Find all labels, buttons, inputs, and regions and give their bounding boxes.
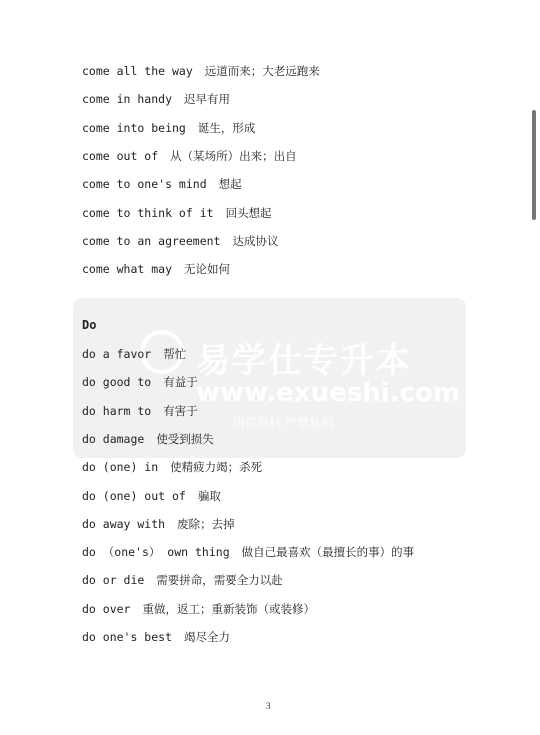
phrase-chinese: 诞生，形成: [197, 120, 256, 135]
phrase-entry: [82, 233, 278, 249]
phrase-chinese: 帮忙: [163, 347, 187, 361]
phrase-chinese: 废除；去掉: [177, 516, 235, 531]
phrase-chinese: 想起: [218, 177, 242, 192]
phrase-entry: [82, 261, 230, 277]
section-heading: Do: [82, 318, 97, 332]
phrase-english: do one's best: [82, 630, 173, 644]
phrase-chinese: 达成协议: [232, 233, 279, 248]
phrase-english: do away with: [82, 516, 166, 531]
phrase-english: do a favor: [82, 347, 152, 361]
phrase-chinese: 回头想起: [225, 205, 272, 220]
phrase-english: come to an agreement: [82, 233, 221, 248]
phrase-english: do (one) in: [82, 460, 159, 475]
phrase-chinese: 无论如何: [184, 262, 231, 277]
phrase-entry: [82, 148, 297, 164]
phrase-chinese: 有害于: [163, 403, 198, 418]
phrase-entry: [82, 120, 255, 136]
phrase-entry: [82, 488, 221, 504]
phrase-english: do （one's） own thing: [82, 545, 230, 560]
phrase-english: come what may: [82, 262, 173, 277]
phrase-english: do harm to: [82, 403, 152, 418]
phrase-chinese: 有益于: [163, 375, 198, 390]
phrase-entry: [82, 176, 242, 192]
phrase-english: come to think of it: [82, 205, 214, 220]
phrase-entry: [82, 629, 230, 645]
phrase-english: do (one) out of: [82, 488, 186, 503]
phrase-chinese: 迟早有用: [184, 92, 231, 107]
phrase-english: do damage: [82, 431, 145, 446]
phrase-english: do or die: [82, 573, 145, 588]
phrase-chinese: 做自己最喜欢（最擅长的事）的事: [241, 545, 415, 560]
phrase-entry: [82, 544, 414, 560]
phrase-entry: [82, 403, 198, 419]
phrase-chinese: 需要拼命，需要全力以赴: [156, 573, 283, 588]
watermark-title: 易学仕专升本: [196, 341, 412, 381]
scrollbar[interactable]: [532, 110, 536, 220]
phrase-chinese: 重做，返工；重新装饰（或装修）: [142, 601, 315, 616]
page-number: 3: [266, 701, 271, 711]
phrase-entry: [82, 601, 315, 617]
phrase-chinese: 竭尽全力: [184, 630, 231, 644]
phrase-entry: [82, 459, 262, 475]
watermark-note: 内部资料 严禁复制: [233, 416, 333, 430]
phrase-chinese: 使精疲力竭；杀死: [170, 460, 263, 475]
phrase-english: do over: [82, 601, 131, 616]
phrase-english: come all the way: [82, 64, 193, 78]
phrase-chinese: 骗取: [197, 488, 221, 503]
phrase-entry: [82, 346, 186, 362]
phrase-chinese: 使受到损失: [156, 431, 214, 446]
phrase-english: do good to: [82, 375, 152, 390]
phrase-entry: [82, 205, 272, 221]
phrase-chinese: 远道而来；大老远跑来: [204, 64, 320, 78]
phrase-entry: [82, 374, 198, 390]
phrase-entry: [82, 516, 235, 532]
watermark-url: www.exueshi.com: [196, 378, 460, 408]
phrase-entry: [82, 431, 214, 447]
phrase-entry: [82, 572, 283, 588]
phrase-english: come into being: [82, 120, 186, 135]
phrase-chinese: 从（某场所）出来；出自: [170, 148, 297, 163]
phrase-entry: [82, 63, 320, 79]
phrase-english: come out of: [82, 148, 159, 163]
phrase-english: come in handy: [82, 92, 173, 107]
phrase-english: come to one's mind: [82, 177, 207, 192]
phrase-entry: [82, 91, 230, 107]
